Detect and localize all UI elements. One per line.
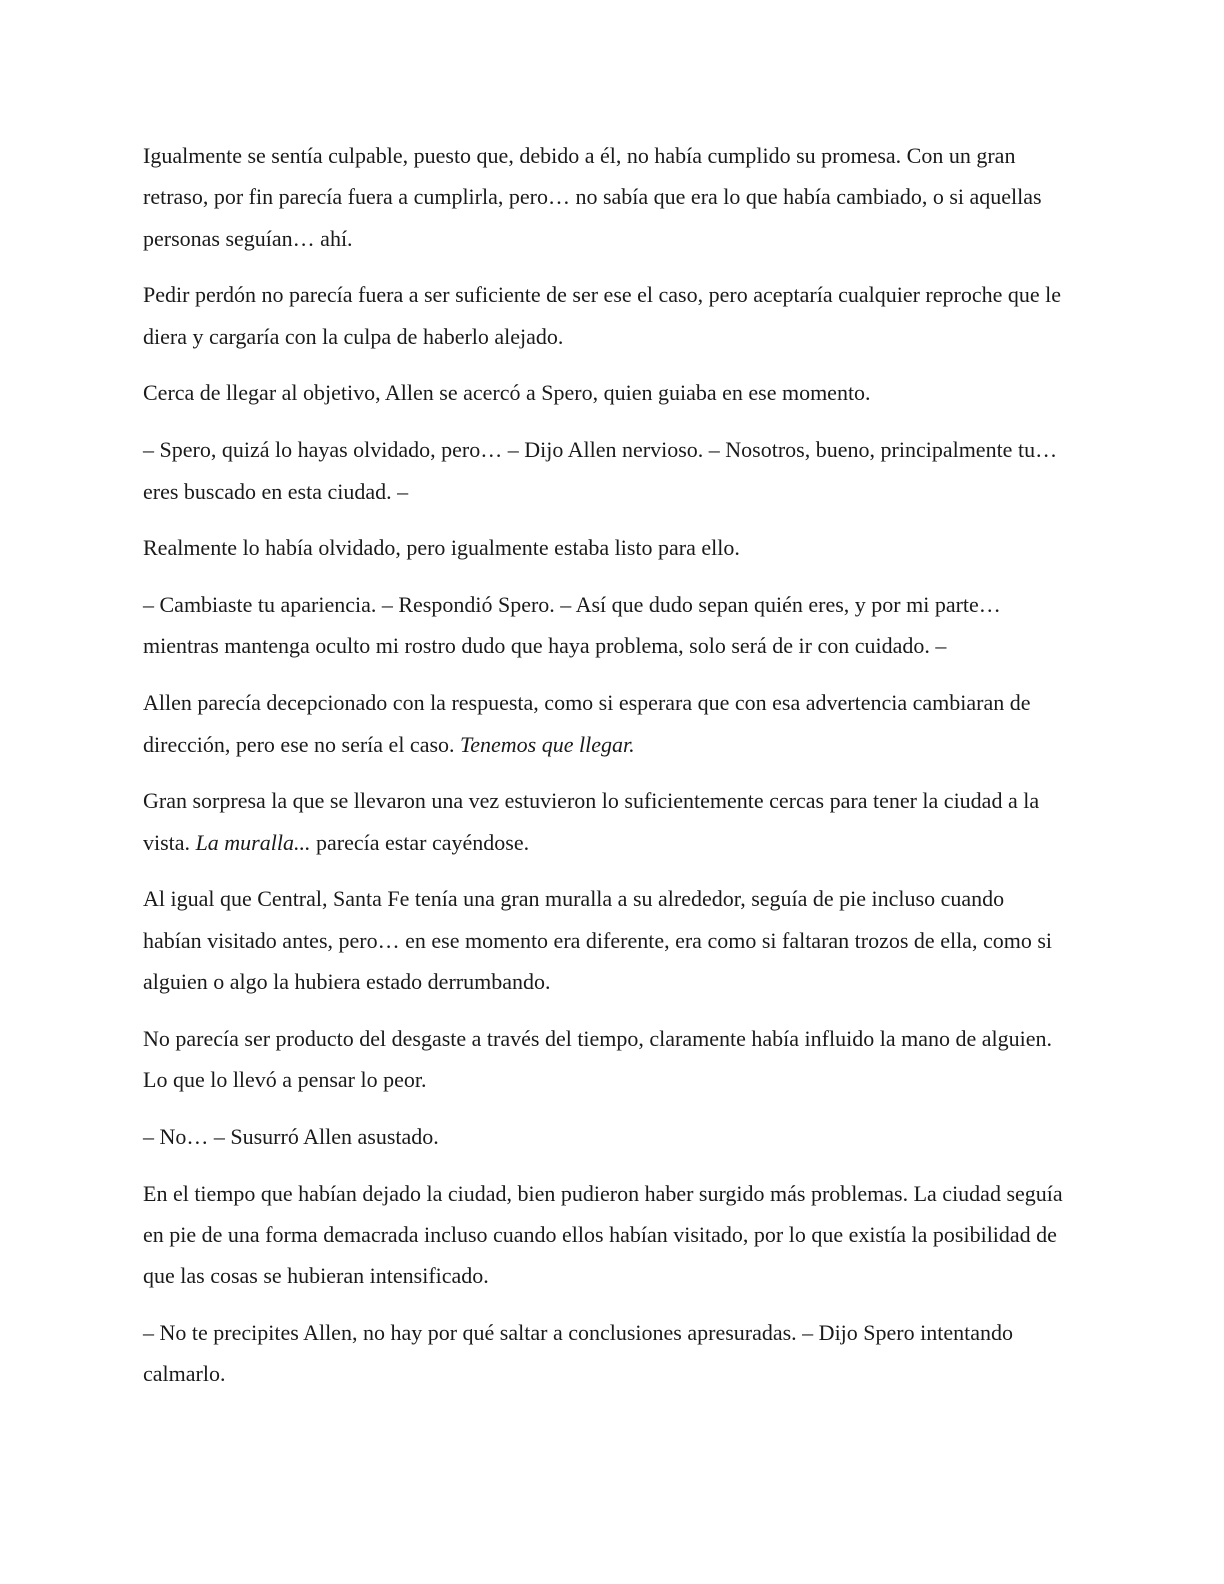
- paragraph-italic-text: La muralla...: [195, 829, 311, 855]
- document-page: [143, 135, 1063, 1410]
- paragraph-text: Gran sorpresa la que se llevaron una vez estuvieron lo suficientemente cercas para tener la ciudad a la vista.: [143, 788, 1040, 855]
- paragraph-text: – No… – Susurró Allen asustado.: [143, 1123, 439, 1149]
- paragraph-text: – Spero, quizá lo hayas olvidado, pero… – Dijo Allen nervioso. – Nosotros, bueno, principalmente tu… eres buscado en esta ciudad. –: [143, 437, 1058, 504]
- paragraph-text: – Cambiaste tu apariencia. – Respondió Spero. – Así que dudo sepan quién eres, y por mi parte… mientras mantenga oculto mi rostro dudo que haya problema, solo será de ir con cuidado. –: [143, 592, 1001, 659]
- paragraph-1: [143, 135, 1063, 259]
- paragraph-5: [143, 527, 1063, 568]
- paragraph-text: Igualmente se sentía culpable, puesto que, debido a él, no había cumplido su promesa. Con un gran retraso, por fin parecía fuera a cumplirla, pero… no sabía que era lo que había cambiado, o si aquellas personas seguían… ahí.: [143, 143, 1042, 251]
- paragraph-4: [143, 429, 1063, 512]
- paragraph-12: [143, 1173, 1063, 1297]
- paragraph-text: Realmente lo había olvidado, pero igualmente estaba listo para ello.: [143, 535, 740, 561]
- paragraph-text-after: parecía estar cayéndose.: [310, 829, 530, 855]
- paragraph-9: [143, 878, 1063, 1002]
- paragraph-7: [143, 682, 1063, 765]
- paragraph-11: [143, 1116, 1063, 1157]
- paragraph-text: Al igual que Central, Santa Fe tenía una gran muralla a su alrededor, seguía de pie incluso cuando habían visitado antes, pero… en ese momento era diferente, era como si faltaran trozos de ella, como si alguien o algo la hubiera estado derrumbando.: [143, 886, 1052, 995]
- paragraph-text: En el tiempo que habían dejado la ciudad, bien pudieron haber surgido más problemas. La ciudad seguía en pie de una forma demacrada incluso cuando ellos habían visitado, por lo que existía la posibilidad de que las cosas se hubieran intensificado.: [143, 1180, 1063, 1289]
- paragraph-text: Allen parecía decepcionado con la respuesta, como si esperara que con esa advertencia cambiaran de dirección, pero ese no sería el caso.: [143, 690, 1031, 757]
- paragraph-text: – No te precipites Allen, no hay por qué saltar a conclusiones apresuradas. – Dijo Spero intentando calmarlo.: [143, 1320, 1013, 1387]
- paragraph-2: [143, 274, 1063, 357]
- paragraph-text: No parecía ser producto del desgaste a través del tiempo, claramente había influido la mano de alguien. Lo que lo llevó a pensar lo peor.: [143, 1025, 1052, 1093]
- paragraph-8: [143, 780, 1063, 863]
- paragraph-text: Cerca de llegar al objetivo, Allen se acercó a Spero, quien guiaba en ese momento.: [143, 380, 871, 406]
- paragraph-text: Pedir perdón no parecía fuera a ser suficiente de ser ese el caso, pero aceptaría cualquier reproche que le diera y cargaría con la culpa de haberlo alejado.: [143, 282, 1062, 349]
- paragraph-italic-text: Tenemos que llegar.: [460, 731, 635, 757]
- paragraph-13: [143, 1312, 1063, 1395]
- paragraph-10: [143, 1018, 1063, 1101]
- paragraph-6: [143, 584, 1063, 667]
- paragraph-3: [143, 372, 1063, 413]
